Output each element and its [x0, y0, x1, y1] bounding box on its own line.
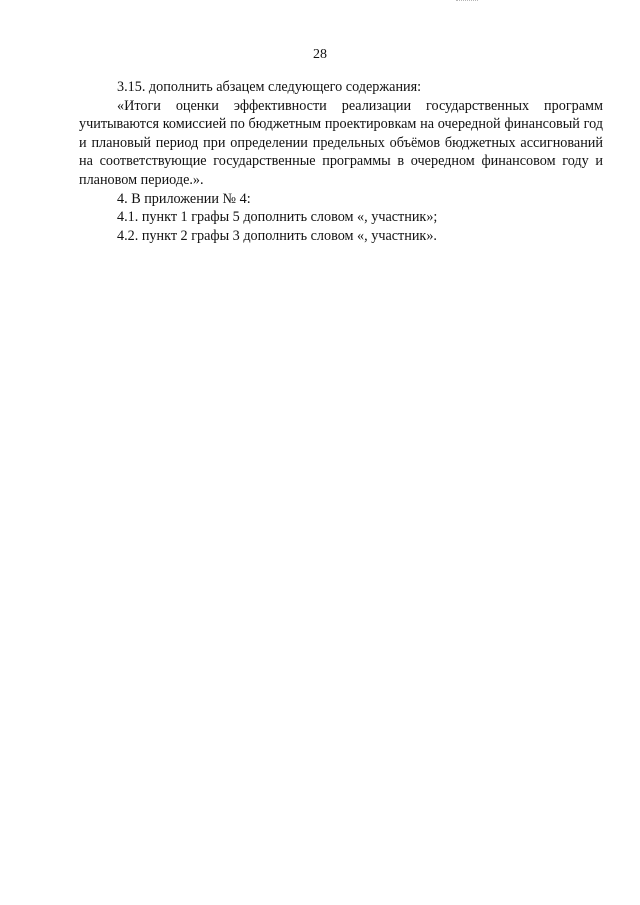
scan-edge-mark: [456, 0, 478, 3]
quoted-paragraph: «Итоги оценки эффективности реализации государственных программ учитываются комиссией по бюджетным проектировкам на очередной финансовый год и плановый период при определении предельных объёмов бюджетных ассигнований на соответствующие государственные программы в очередном финансовом году и плановом периоде.».: [79, 97, 603, 188]
document-body: [79, 78, 603, 245]
paragraph-4-1: 4.1. пункт 1 графы 5 дополнить словом «, участник»;: [117, 209, 438, 226]
paragraph-4: 4. В приложении № 4:: [117, 190, 251, 207]
paragraph-4-2: 4.2. пункт 2 графы 3 дополнить словом «, участник».: [117, 227, 437, 244]
paragraph-3-15: 3.15. дополнить абзацем следующего содержания:: [117, 79, 422, 95]
page-number: 28: [313, 47, 327, 62]
